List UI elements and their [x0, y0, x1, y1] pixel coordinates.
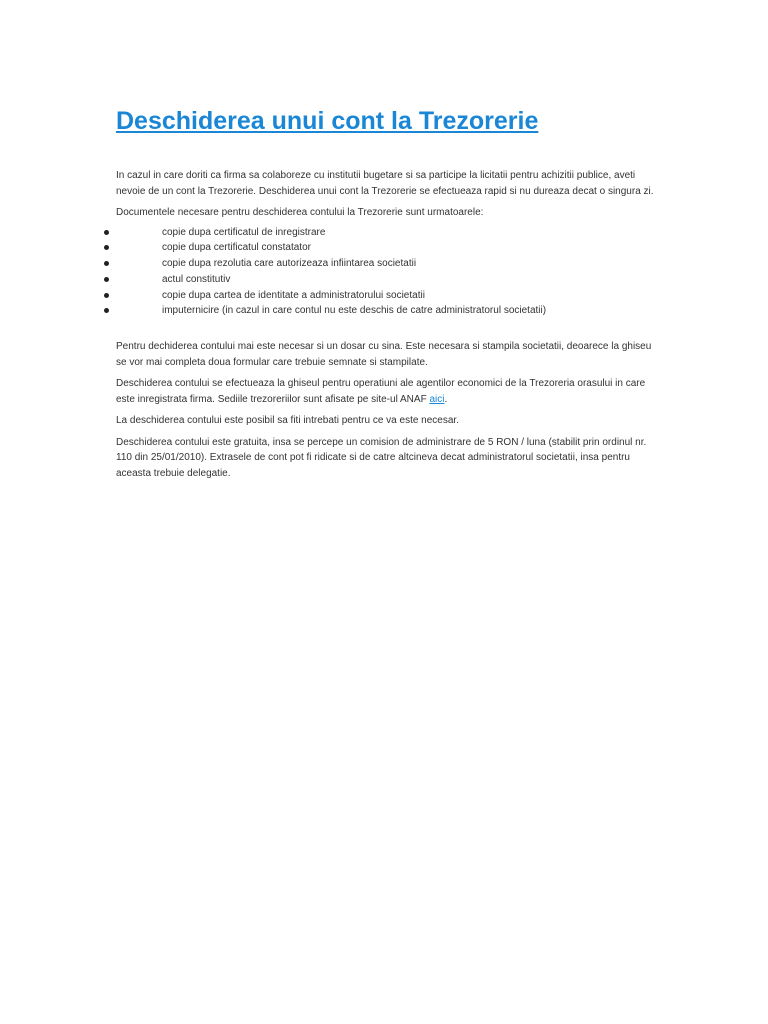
page-title[interactable]: Deschiderea unui cont la Trezorerie	[116, 107, 539, 135]
fee-paragraph: Deschiderea contului este gratuita, insa se percepe un comision de administrare de 5 RON / luna (stabilit prin ordinul nr. 110 din 25/01/2010). Extrasele de cont pot fi ridicate si de catre altcineva decat administratorul societatii, insa pentru aceasta trebuie delegatie.	[116, 436, 647, 479]
list-item	[116, 225, 656, 241]
list-item	[116, 303, 656, 319]
dosar-paragraph: Pentru dechiderea contului mai este necesar si un dosar cu sina. Este necesara si stampila societatii, deoarece la ghiseu se vor mai completa doua formular care trebuie semnate si stampilate.	[116, 341, 652, 368]
list-item	[116, 240, 656, 256]
bullet-icon	[104, 293, 109, 298]
list-item-text: copie dupa certificatul constatator	[162, 242, 311, 254]
intro-paragraph: In cazul in care doriti ca firma sa colaboreze cu institutii bugetare si sa participe la licitatii pentru achizitii publice, aveti nevoie de un cont la Trezorerie. Deschiderea unui cont la Trezorerie se efectueaza rapid si nu dureaza decat o singura zi.	[116, 170, 654, 197]
list-item-text: copie dupa rezolutia care autorizeaza infiintarea societatii	[162, 258, 417, 270]
bullet-icon	[104, 230, 109, 235]
list-item	[116, 256, 656, 272]
bullet-icon	[104, 277, 109, 282]
bullet-icon	[104, 308, 109, 313]
bullet-icon	[104, 245, 109, 250]
list-item-text: copie dupa certificatul de inregistrare	[162, 226, 326, 238]
documents-list	[116, 225, 656, 320]
list-item-text: imputernicire (in cazul in care contul nu este deschis de catre administratorul societatii)	[162, 305, 547, 317]
list-item-text: actul constitutiv	[162, 273, 231, 285]
location-text: Deschiderea contului se efectueaza la ghiseul pentru operatiuni ale agentilor economici de la Trezoreria orasului in care este inregistrata firma. Sediile trezoreriilor sunt afisate pe site-ul ANAF	[116, 378, 646, 405]
list-item	[116, 272, 656, 288]
anaf-link[interactable]: aici	[429, 393, 445, 405]
documents-intro-paragraph: Documentele necesare pentru deschiderea contului la Trezorerie sunt urmatoarele:	[116, 207, 484, 218]
bullet-icon	[104, 261, 109, 266]
article	[116, 106, 656, 481]
location-text-end: .	[444, 393, 448, 405]
list-item	[116, 288, 656, 304]
location-paragraph	[116, 376, 656, 407]
list-item-text: copie dupa cartea de identitate a administratorului societatii	[162, 289, 425, 301]
questions-paragraph: La deschiderea contului este posibil sa fiti intrebati pentru ce va este necesar.	[116, 415, 459, 427]
